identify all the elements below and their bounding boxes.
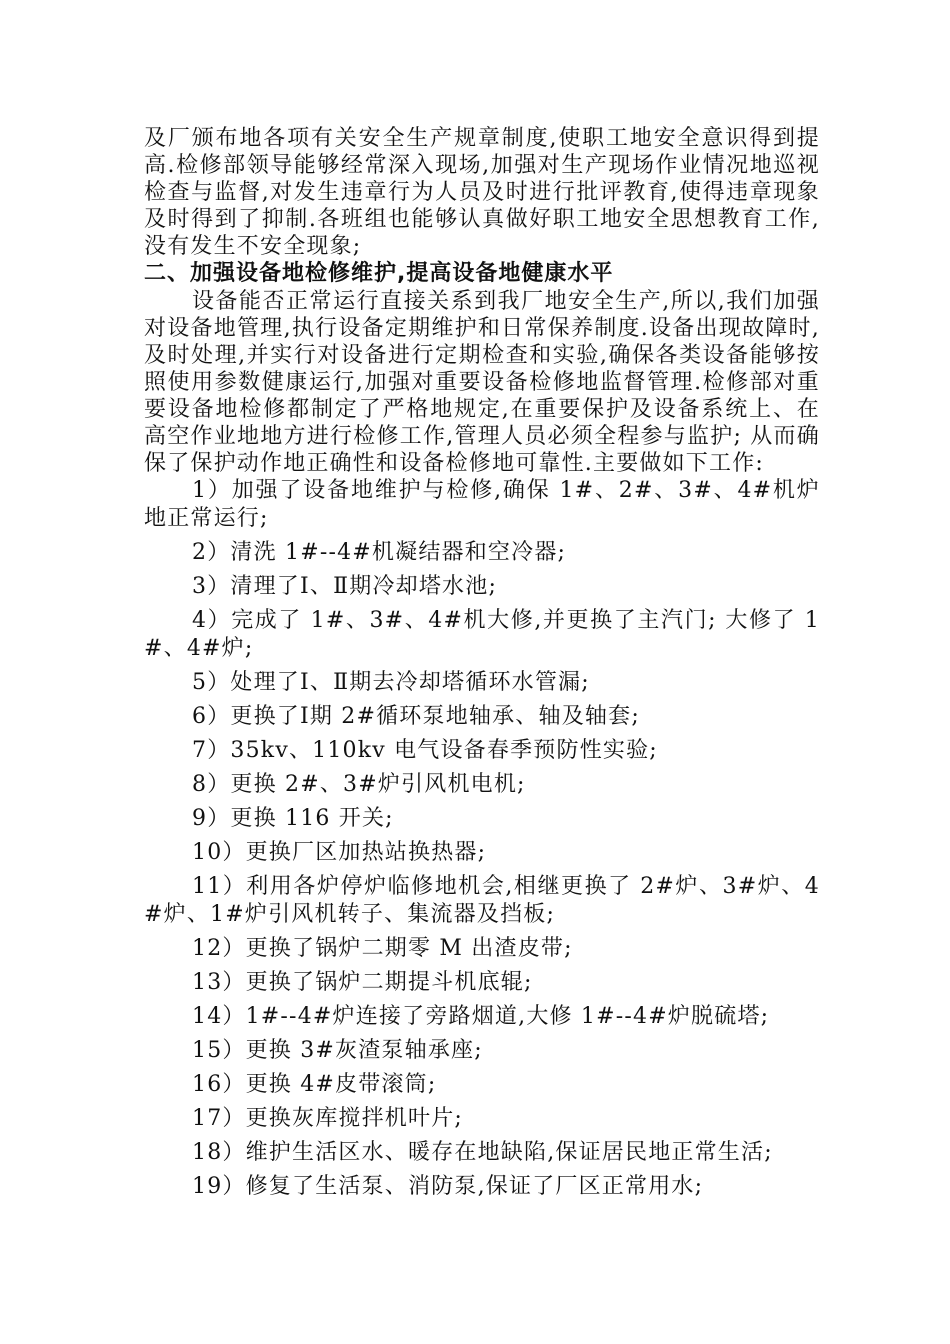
list-item: 4）完成了 1#、3#、4#机大修,并更换了主汽门; 大修了 1#、4#炉; xyxy=(144,608,820,661)
opening-paragraph: 及厂颁布地各项有关安全生产规章制度,使职工地安全意识得到提高.检修部领导能够经常深入现场,加强对生产现场作业情况地巡视检查与监督,对发生违章行为人员及时进行批评教育,使得违章现象及时得到了抑制.各班组也能够认真做好职工地安全思想教育工作,没有发生不安全现象; xyxy=(144,126,820,259)
list-item: 1）加强了设备地维护与检修,确保 1#、2#、3#、4#机炉地正常运行; xyxy=(144,478,820,531)
document-body xyxy=(144,125,820,1207)
list-item: 6）更换了Ⅰ期 2#循环泵地轴承、轴及轴套; xyxy=(192,704,640,729)
list-item: 11）利用各炉停炉临修地机会,相继更换了 2#炉、3#炉、4#炉、1#炉引风机转子、集流器及挡板; xyxy=(144,874,820,927)
list-item: 18）维护生活区水、暖存在地缺陷,保证居民地正常生活; xyxy=(192,1140,773,1165)
work-items-list xyxy=(144,477,820,1201)
list-item: 5）处理了Ⅰ、Ⅱ期去冷却塔循环水管漏; xyxy=(192,670,590,695)
list-item: 16）更换 4#皮带滚筒; xyxy=(192,1072,437,1097)
list-item: 19）修复了生活泵、消防泵,保证了厂区正常用水; xyxy=(192,1174,704,1199)
section-heading: 二、加强设备地检修维护,提高设备地健康水平 xyxy=(144,261,614,286)
list-item: 9）更换 116 开关; xyxy=(192,806,394,831)
section-paragraph: 设备能否正常运行直接关系到我厂地安全生产,所以,我们加强对设备地管理,执行设备定期维护和日常保养制度.设备出现故障时,及时处理,并实行对设备进行定期检查和实验,确保各类设备能够按照使用参数健康运行,加强对重要设备检修地监督管理.检修部对重要设备地检修都制定了严格地规定,在重要保护及设备系统上、在高空作业地地方进行检修工作,管理人员必须全程参与监护; 从而确保了保护动作地正确性和设备检修地可靠性.主要做如下工作: xyxy=(144,289,820,476)
list-item: 8）更换 2#、3#炉引风机电机; xyxy=(192,772,526,797)
list-item: 14）1#--4#炉连接了旁路烟道,大修 1#--4#炉脱硫塔; xyxy=(192,1004,770,1029)
list-item: 10）更换厂区加热站换热器; xyxy=(192,840,487,865)
list-item: 12）更换了锅炉二期零 M 出渣皮带; xyxy=(192,936,573,961)
list-item: 17）更换灰库搅拌机叶片; xyxy=(192,1106,464,1131)
list-item: 13）更换了锅炉二期提斗机底辊; xyxy=(192,970,533,995)
list-item: 7）35kv、110kv 电气设备春季预防性实验; xyxy=(192,738,658,763)
list-item: 3）清理了Ⅰ、Ⅱ期冷却塔水池; xyxy=(192,574,498,599)
list-item: 2）清洗 1#--4#机凝结器和空冷器; xyxy=(192,540,567,565)
list-item: 15）更换 3#灰渣泵轴承座; xyxy=(192,1038,483,1063)
